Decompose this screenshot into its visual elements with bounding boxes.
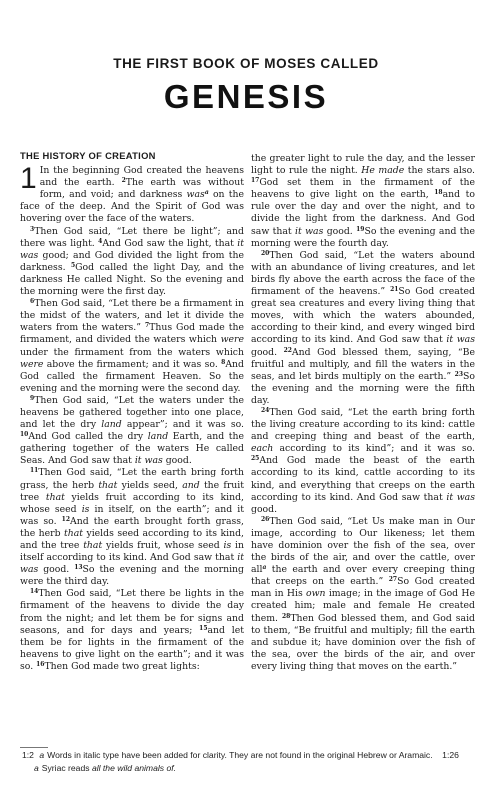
book-heading: THE FIRST BOOK OF MOSES CALLED — [113, 56, 379, 71]
verse-paragraph: 1 In the beginning God created the heavens and the earth. $^2$The earth was without form, and void; and darkness was$^a$ on the face of the deep. And the Spirit of God was hovering over the face of the waters. — [20, 162, 244, 225]
section-heading: THE HISTORY OF CREATION — [20, 150, 156, 161]
text-column-left — [20, 150, 244, 673]
verse-paragraph: $^3$Then God said, “Let there be light”; and there was light. $^4$And God saw the light, that it was good; and God divided the light from the darkness. $^5$God called the light Day, and the darkness He called Night. So the evening and the morning were the first day. — [20, 225, 245, 298]
verse-paragraph: the greater light to rule the day, and the lesser light to rule the night. He made the stars also. $^{17}$God set them in the firmament of the heavens to give light on the earth, $^{18}$and to rule over the day and over the night, and to divide the light from the darkness. And God saw that it was good. $^{19}$So the evening and the morning were the fourth day. — [251, 153, 475, 249]
verse-paragraph: $^{20}$Then God said, “Let the waters abound with an abundance of living creatures, and let birds fly above the earth across the face of the firmament of the heavens.” $^{21}$So God created great sea creatures and every living thing that moves, with which the waters abounded, according to their kind, and every winged bird according to its kind. And God saw that it was good. $^{22}$And God blessed them, saying, “Be fruitful and multiply, and fill the waters in the seas, and let birds multiply on the earth.” $^{23}$So the evening and the morning were the fifth day. — [251, 249, 475, 406]
text-column-right — [251, 153, 475, 673]
verse-paragraph: $^{14}$Then God said, “Let there be lights in the firmament of the heavens to divide the day from the night; and let them be for signs and seasons, and for days and years; $^{15}$and let them be for lights in the firmament of the heavens to give light on the earth”; and it was so. $^{16}$Then God made two great lights: — [20, 588, 244, 672]
verse-paragraph: $^9$Then God said, “Let the waters under the heavens be gathered together into one place, and let the dry land appear”; and it was so. $^{10}$And God called the dry land Earth, and the gathering together of the waters He called Seas. And God saw that it was good. — [20, 394, 245, 467]
book-title: GENESIS — [163, 78, 329, 115]
verse-paragraph: $^{11}$Then God said, “Let the earth bring forth grass, the herb that yields seed, and the fruit tree that yields fruit according to its kind, whose seed is in itself, on the earth”; and it was so. $^{12}$And the earth brought forth grass, the herb that yields seed according to its kind, and the tree that yields fruit, whose seed is in itself according to its kind. And God saw that it was good. $^{13}$So the evening and the morning were the third day. — [20, 467, 245, 588]
footnotes — [22, 749, 462, 775]
verse-paragraph: $^{24}$Then God said, “Let the earth bring forth the living creature according to its kind: cattle and creeping thing and beast of the earth, each according to its kind”; and it was so. $^{25}$And God made the beast of the earth according to its kind, cattle according to its kind, and everything that creeps on the earth according to its kind. And God saw that it was good. — [251, 406, 475, 515]
footnote-divider — [20, 747, 48, 748]
chapter-number: 1 — [20, 162, 37, 196]
verse-paragraph: $^{26}$Then God said, “Let Us make man in Our image, according to Our likeness; let them have dominion over the fish of the sea, over the birds of the air, and over the cattle, over all$^a$ the earth and over every creeping thing that creeps on the earth.” $^{27}$So God created man in His own image; in the image of God He created him; male and female He created them. $^{28}$Then God blessed them, and God said to them, “Be fruitful and multiply; fill the earth and subdue it; have dominion over the fish of the sea, over the birds of the air, and over every living thing that moves on the earth.” — [251, 515, 476, 672]
footnote-1: 1:2 a Words in italic type have been added for clarity. They are not found in the original Hebrew or Aramaic. 1:26 a Syriac reads all the wild animals of. — [22, 750, 459, 773]
verse-paragraph: $^6$Then God said, “Let there be a firmament in the midst of the waters, and let it divide the waters from the waters.” $^7$Thus God made the firmament, and divided the waters which were under the firmament from the waters which were above the firmament; and it was so. $^8$And God called the firmament Heaven. So the evening and the morning were the second day. — [20, 298, 244, 394]
